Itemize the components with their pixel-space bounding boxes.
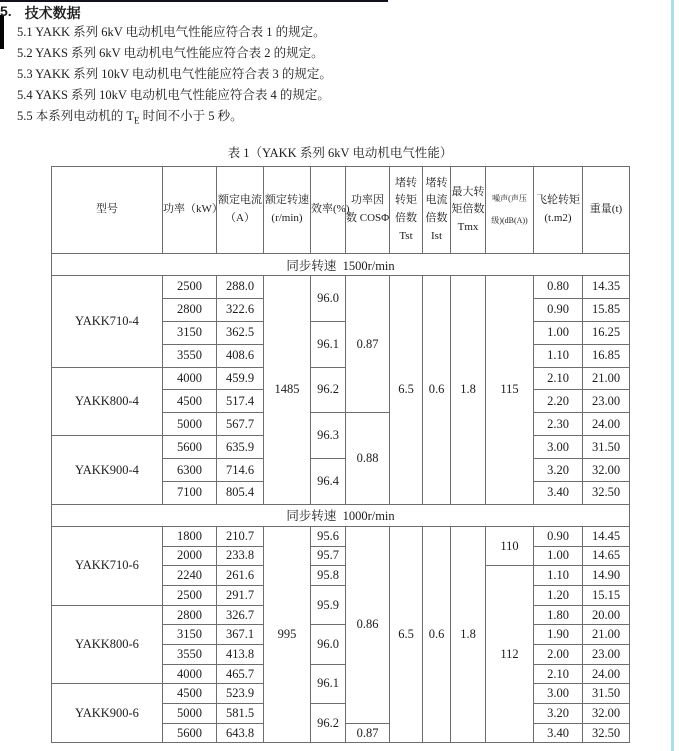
data-cell: 0.87 [346,723,390,743]
spec-table [51,166,630,743]
data-cell: 1.10 [534,344,583,367]
data-cell: 32.00 [583,459,630,482]
data-cell: 805.4 [217,482,264,505]
data-cell: 2000 [163,546,217,566]
data-cell: 3.00 [534,684,583,704]
model-cell: YAKK710-4 [52,276,163,368]
data-cell: 95.9 [311,585,346,624]
data-cell: 16.25 [583,321,630,344]
col-header-weight: 重量(t) [583,167,630,254]
data-cell: 1.90 [534,625,583,645]
data-cell: 1.10 [534,566,583,586]
data-cell: 210.7 [217,526,264,546]
section-number: 5. [0,3,12,19]
data-cell: 96.1 [311,664,346,703]
data-cell: 567.7 [217,413,264,436]
data-cell: 112 [486,566,534,743]
data-cell: 23.00 [583,390,630,413]
data-cell: 23.00 [583,645,630,665]
col-header-max-torque: 最大转 矩倍数 Tmx [451,167,486,254]
data-cell: 1.80 [534,605,583,625]
data-cell: 1.8 [451,526,486,743]
section-heading [0,3,81,23]
data-cell: 288.0 [217,276,264,299]
data-cell: 5600 [163,436,217,459]
clause-5-5 [17,106,332,132]
col-header-model: 型号 [52,167,163,254]
data-cell: 5600 [163,723,217,743]
table-row [52,276,630,299]
data-cell: 2.20 [534,390,583,413]
data-cell: 523.9 [217,684,264,704]
data-cell: 7100 [163,482,217,505]
col-header-power-kw: 功率（kW） [163,167,217,254]
data-cell: 96.3 [311,413,346,459]
data-cell: 643.8 [217,723,264,743]
data-cell: 326.7 [217,605,264,625]
data-cell: 2.00 [534,645,583,665]
data-cell: 3.20 [534,459,583,482]
data-cell: 2.10 [534,367,583,390]
data-cell: 32.50 [583,482,630,505]
col-header-rated-speed: 额定转速 (r/min) [264,167,311,254]
col-header-flywheel-torque: 飞轮转矩 (t.m2) [534,167,583,254]
section-caption: 同步转速 1000r/min [52,504,630,526]
data-cell: 0.90 [534,298,583,321]
table-row [52,367,630,390]
table-header-row [52,167,630,254]
data-cell: 1.00 [534,546,583,566]
data-cell: 3.20 [534,704,583,724]
col-header-efficiency: 效率(%) [311,167,346,254]
data-cell: 1.20 [534,585,583,605]
clause-5-5-post: 时间不小于 5 秒。 [139,109,243,123]
data-cell: 14.65 [583,546,630,566]
data-cell: 1800 [163,526,217,546]
data-cell: 0.87 [346,276,390,413]
col-header-rated-current: 额定电流 （A） [217,167,264,254]
clause-5-2: 5.2 YAKS 系列 6kV 电动机电气性能应符合表 2 的规定。 [17,46,324,60]
data-cell: 2800 [163,605,217,625]
data-cell: 465.7 [217,664,264,684]
data-cell: 2.30 [534,413,583,436]
te-subscript: E [134,115,140,126]
data-cell: 5000 [163,704,217,724]
data-cell: 1.8 [451,276,486,505]
data-cell: 32.00 [583,704,630,724]
data-cell: 995 [264,526,311,743]
data-cell: 0.86 [346,526,390,723]
data-cell: 3.40 [534,723,583,743]
data-cell: 459.9 [217,367,264,390]
data-cell: 3.00 [534,436,583,459]
model-cell: YAKK710-6 [52,526,163,605]
data-cell: 2.10 [534,664,583,684]
data-cell: 0.90 [534,526,583,546]
data-cell: 15.15 [583,585,630,605]
data-cell: 0.88 [346,413,390,505]
col-header-power-factor: 功率因 数 COSΦ [346,167,390,254]
data-cell: 96.2 [311,704,346,743]
table-body [52,254,630,743]
clause-5-4: 5.4 YAKS 系列 10kV 电动机电气性能应符合表 4 的规定。 [17,88,330,102]
section-caption-row [52,254,630,276]
data-cell: 6300 [163,459,217,482]
data-cell: 4000 [163,367,217,390]
data-cell: 21.00 [583,367,630,390]
data-cell: 21.00 [583,625,630,645]
data-cell: 96.4 [311,459,346,505]
data-cell: 5000 [163,413,217,436]
data-cell: 635.9 [217,436,264,459]
data-cell: 4500 [163,684,217,704]
model-cell: YAKK800-6 [52,605,163,684]
data-cell: 15.85 [583,298,630,321]
data-cell: 714.6 [217,459,264,482]
data-cell: 291.7 [217,585,264,605]
data-cell: 0.6 [423,276,451,505]
clause-5-1: 5.1 YAKK 系列 6kV 电动机电气性能应符合表 1 的规定。 [17,25,326,39]
data-cell: 3550 [163,344,217,367]
data-cell: 31.50 [583,684,630,704]
data-cell: 2240 [163,566,217,586]
data-cell: 6.5 [390,276,423,505]
data-cell: 322.6 [217,298,264,321]
data-cell: 367.1 [217,625,264,645]
section-caption-row [52,504,630,526]
data-cell: 4500 [163,390,217,413]
data-cell: 95.7 [311,546,346,566]
data-cell: 1485 [264,276,311,505]
data-cell: 96.0 [311,625,346,664]
table-title: 表 1（YAKK 系列 6kV 电动机电气性能） [227,146,453,160]
table-row [52,526,630,546]
data-cell: 2500 [163,585,217,605]
data-cell: 0.6 [423,526,451,743]
clause-5-3: 5.3 YAKK 系列 10kV 电动机电气性能应符合表 3 的规定。 [17,67,332,81]
data-cell: 14.45 [583,526,630,546]
data-cell: 96.2 [311,367,346,413]
data-cell: 96.1 [311,321,346,367]
data-cell: 16.85 [583,344,630,367]
data-cell: 261.6 [217,566,264,586]
clause-list [17,22,332,132]
data-cell: 14.90 [583,566,630,586]
data-cell: 32.50 [583,723,630,743]
data-cell: 3150 [163,625,217,645]
data-cell: 233.8 [217,546,264,566]
scan-artifact-top-bar [0,0,388,2]
data-cell: 3150 [163,321,217,344]
data-cell: 115 [486,276,534,505]
data-cell: 6.5 [390,526,423,743]
data-cell: 14.35 [583,276,630,299]
data-cell: 96.0 [311,276,346,322]
data-cell: 95.6 [311,526,346,546]
data-cell: 517.4 [217,390,264,413]
section-caption: 同步转速 1500r/min [52,254,630,276]
model-cell: YAKK900-6 [52,684,163,743]
data-cell: 413.8 [217,645,264,665]
data-cell: 110 [486,526,534,565]
clause-5-5-pre: 5.5 本系列电动机的 T [17,109,135,123]
col-header-noise: 噪声(声压 级)(dB(A)) [486,167,534,254]
col-header-locked-rotor-torque: 堵转 转矩 倍数 Tst [390,167,423,254]
data-cell: 4000 [163,664,217,684]
data-cell: 31.50 [583,436,630,459]
data-cell: 3.40 [534,482,583,505]
data-cell: 0.80 [534,276,583,299]
data-cell: 581.5 [217,704,264,724]
data-cell: 95.8 [311,566,346,586]
data-cell: 20.00 [583,605,630,625]
data-cell: 2800 [163,298,217,321]
data-cell: 3550 [163,645,217,665]
model-cell: YAKK800-4 [52,367,163,436]
section-title: 技术数据 [24,5,81,21]
data-cell: 408.6 [217,344,264,367]
scan-artifact-right-line [671,0,674,751]
col-header-locked-rotor-current: 堵转 电流 倍数 Ist [423,167,451,254]
model-cell: YAKK900-4 [52,436,163,505]
data-cell: 24.00 [583,664,630,684]
data-cell: 2500 [163,276,217,299]
data-cell: 24.00 [583,413,630,436]
data-cell: 362.5 [217,321,264,344]
data-cell: 1.00 [534,321,583,344]
